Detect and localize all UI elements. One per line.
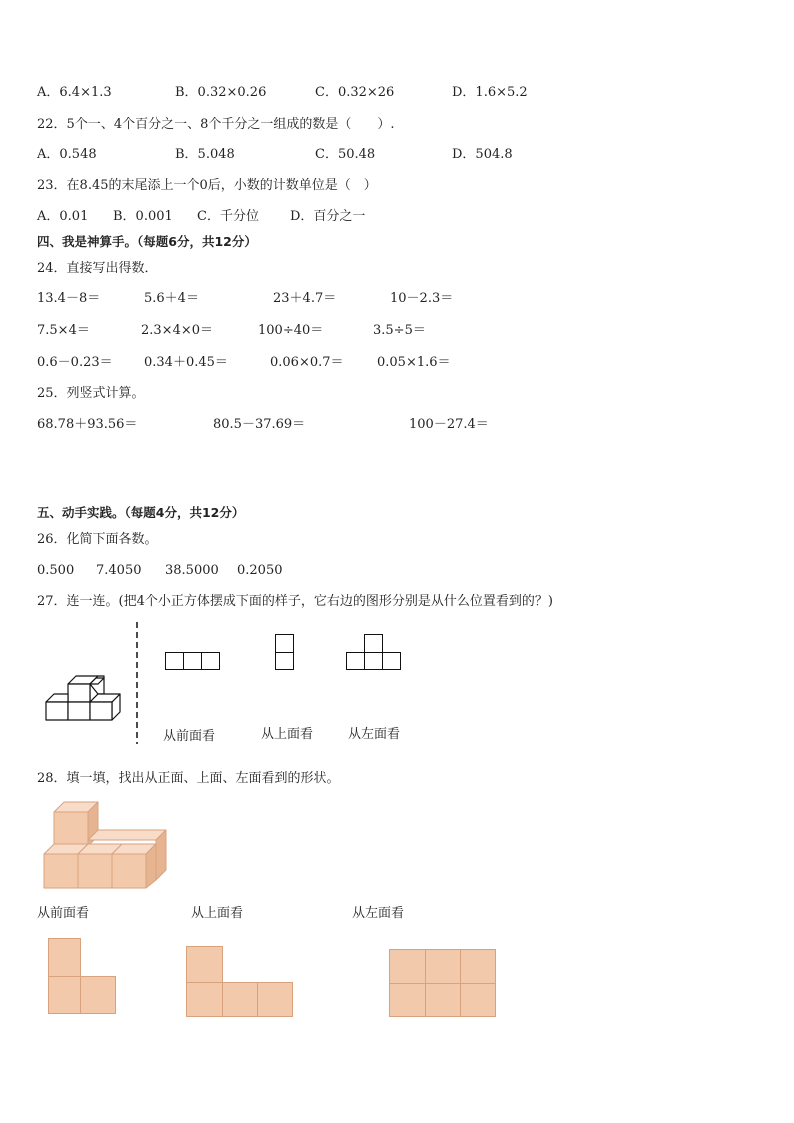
- q23-question: 23．在8.45的末尾添上一个0后，小数的计数单位是（ ）: [37, 178, 377, 193]
- q24-question: 24．直接写出得数．: [37, 261, 158, 276]
- q28-label-left: 从左面看: [352, 906, 405, 921]
- q25-item-3: 100－27.4＝: [409, 417, 489, 432]
- q21-option-a[interactable]: A．6.4×1.3: [37, 85, 112, 100]
- q25-item-2: 80.5－37.69＝: [213, 417, 306, 432]
- q26-number-3: 38.5000: [165, 563, 219, 578]
- q27-label-front[interactable]: 从前面看: [163, 729, 216, 744]
- section5-heading: 五、动手实践。（每题4分，共12分）: [37, 505, 245, 520]
- q24-r2-c3: 100÷40＝: [258, 323, 324, 338]
- q24-r2-c4: 3.5÷5＝: [373, 323, 426, 338]
- q26-number-2: 7.4050: [96, 563, 142, 578]
- q22-option-c[interactable]: C．50.48: [315, 147, 376, 162]
- q24-r3-c2: 0.34＋0.45＝: [144, 355, 228, 370]
- q26-question: 26．化简下面各数。: [37, 532, 158, 547]
- q21-option-b[interactable]: B．0.32×0.26: [175, 85, 267, 100]
- q28-question: 28．填一填，找出从正面、上面、左面看到的形状。: [37, 771, 340, 786]
- section4-heading: 四、我是神算手。（每题6分，共12分）: [37, 234, 257, 249]
- q27-label-top[interactable]: 从上面看: [261, 727, 314, 742]
- q21-option-c[interactable]: C．0.32×26: [315, 85, 395, 100]
- q27-cube-stack-figure: [44, 668, 134, 730]
- q24-r2-c2: 2.3×4×0＝: [141, 323, 214, 338]
- q27-view-t-shape[interactable]: [346, 634, 402, 670]
- q28-label-top: 从上面看: [191, 906, 244, 921]
- q23-option-b[interactable]: B．0.001: [113, 209, 173, 224]
- q28-cube-stack-figure: [42, 800, 172, 890]
- q22-question: 22．5个一、4个百分之一、8个千分之一组成的数是（ ）.: [37, 117, 395, 132]
- q27-question: 27．连一连。(把4个小正方体摆成下面的样子，它右边的图形分别是从什么位置看到的？): [37, 594, 553, 609]
- q23-option-c[interactable]: C．千分位: [197, 209, 259, 224]
- q27-dashed-divider: [135, 622, 139, 744]
- q24-r3-c1: 0.6－0.23＝: [37, 355, 113, 370]
- q22-option-b[interactable]: B．5.048: [175, 147, 235, 162]
- q24-r1-c1: 13.4－8＝: [37, 291, 101, 306]
- q22-option-d[interactable]: D．504.8: [452, 147, 513, 162]
- q27-label-left[interactable]: 从左面看: [348, 727, 401, 742]
- q24-r1-c4: 10－2.3＝: [390, 291, 454, 306]
- q28-view-top: [186, 946, 294, 1018]
- q24-r2-c1: 7.5×4＝: [37, 323, 90, 338]
- q24-r3-c3: 0.06×0.7＝: [270, 355, 344, 370]
- q28-label-front: 从前面看: [37, 906, 90, 921]
- q26-number-4: 0.2050: [237, 563, 283, 578]
- q27-view-row-of-three[interactable]: [165, 652, 221, 670]
- q28-view-left: [389, 949, 497, 1017]
- q26-number-1: 0.500: [37, 563, 75, 578]
- q21-option-d[interactable]: D．1.6×5.2: [452, 85, 528, 100]
- q22-option-a[interactable]: A．0.548: [37, 147, 97, 162]
- q27-view-column-of-two[interactable]: [275, 634, 294, 670]
- q28-view-front: [48, 938, 118, 1014]
- q25-item-1: 68.78＋93.56＝: [37, 417, 138, 432]
- q24-r1-c2: 5.6＋4＝: [144, 291, 199, 306]
- q25-question: 25．列竖式计算。: [37, 386, 145, 401]
- q24-r3-c4: 0.05×1.6＝: [377, 355, 451, 370]
- q23-option-a[interactable]: A．0.01: [37, 209, 89, 224]
- q24-r1-c3: 23＋4.7＝: [273, 291, 337, 306]
- q23-option-d[interactable]: D．百分之一: [290, 209, 366, 224]
